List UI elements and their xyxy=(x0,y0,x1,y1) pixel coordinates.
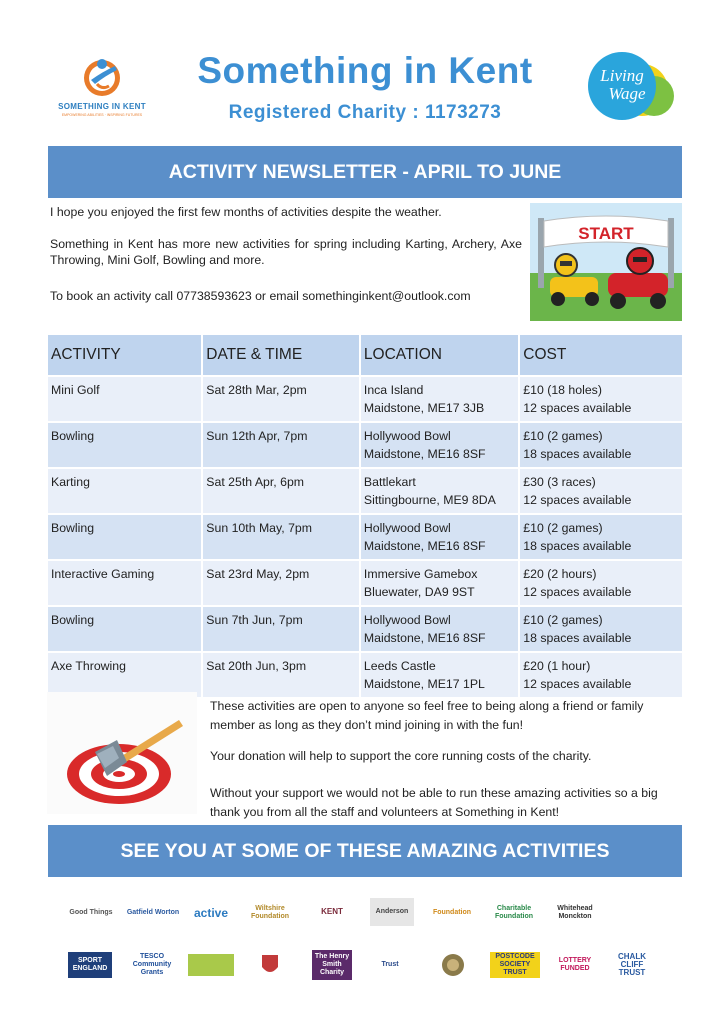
location-cell xyxy=(361,377,518,421)
intro-text-2 xyxy=(50,236,522,268)
location-cell xyxy=(361,515,518,559)
sponsor-logo: Trust xyxy=(381,961,399,968)
price: £10 (2 games) xyxy=(523,429,603,443)
venue-name: Leeds Castle xyxy=(363,659,436,673)
crest-icon xyxy=(260,953,280,977)
price: £20 (1 hour) xyxy=(523,659,591,673)
spaces: 18 spaces available xyxy=(523,539,632,553)
cost-cell xyxy=(520,607,682,651)
cost-cell xyxy=(520,469,682,513)
outro-paragraph-2: Your donation will help to support the core running costs of the charity. xyxy=(210,749,592,763)
charity-number: Registered Charity : 1173273 xyxy=(228,102,502,123)
cost-cell xyxy=(520,423,682,467)
cost-cell xyxy=(520,561,682,605)
location-cell xyxy=(361,607,518,651)
sponsor-logo: Anderson xyxy=(370,898,414,926)
living-wage-line2: Wage xyxy=(608,84,646,103)
venue-name: Battlekart xyxy=(363,475,416,489)
table-header-row xyxy=(48,335,682,375)
activity-cell: Bowling xyxy=(48,515,201,559)
cost-cell xyxy=(520,515,682,559)
venue-name: Hollywood Bowl xyxy=(363,613,451,627)
venue-address: Maidstone, ME17 1PL xyxy=(363,677,485,691)
outro-text-1 xyxy=(210,697,685,735)
cost-cell xyxy=(520,653,682,697)
sponsor-logo: Whitehead Monckton xyxy=(557,905,593,920)
spaces: 12 spaces available xyxy=(523,677,632,691)
living-wage-logo xyxy=(584,46,684,126)
activity-cell: Axe Throwing xyxy=(48,653,201,697)
sponsor-logo: Foundation xyxy=(432,909,472,916)
location-cell xyxy=(361,423,518,467)
outro-paragraph-3: Without your support we would not be able to run these amazing activities so a big thank you from all the staff and volunteers at Something in Kent! xyxy=(210,786,658,819)
sponsor-logo: Wiltshire Foundation xyxy=(250,905,290,920)
axe-target-image xyxy=(47,692,197,814)
date-cell: Sun 7th Jun, 7pm xyxy=(203,607,359,651)
sponsor-logo: POSTCODE SOCIETY TRUST xyxy=(490,952,540,978)
sponsor-logo: TESCO Community Grants xyxy=(132,953,172,976)
sponsor-logo: active xyxy=(193,906,229,920)
price: £30 (3 races) xyxy=(523,475,596,489)
header-activity: ACTIVITY xyxy=(48,335,201,375)
date-cell: Sat 25th Apr, 6pm xyxy=(203,469,359,513)
table-row xyxy=(48,515,682,559)
living-wage-line1: Living xyxy=(600,66,644,85)
spaces: 12 spaces available xyxy=(523,493,632,507)
table-row xyxy=(48,561,682,605)
venue-name: Immersive Gamebox xyxy=(363,567,478,581)
spaces: 12 spaces available xyxy=(523,585,632,599)
sponsor-logo: The Henry Smith Charity xyxy=(312,950,352,980)
venue-name: Hollywood Bowl xyxy=(363,429,451,443)
sponsor-logo xyxy=(188,954,234,976)
charity-logo xyxy=(47,50,157,130)
header-location: LOCATION xyxy=(361,335,518,375)
venue-address: Maidstone, ME16 8SF xyxy=(363,447,486,461)
price: £10 (18 holes) xyxy=(523,383,602,397)
table-row xyxy=(48,607,682,651)
logo-caption: SOMETHING IN KENT xyxy=(58,102,146,111)
intro-text xyxy=(50,204,522,220)
venue-address: Maidstone, ME16 8SF xyxy=(363,539,486,553)
closing-banner: SEE YOU AT SOME OF THESE AMAZING ACTIVITIES xyxy=(48,825,682,877)
activity-cell: Karting xyxy=(48,469,201,513)
intro-text-3 xyxy=(50,288,522,304)
table-row xyxy=(48,469,682,513)
header-date-time: DATE & TIME xyxy=(203,335,359,375)
spaces: 18 spaces available xyxy=(523,447,632,461)
date-cell: Sat 23rd May, 2pm xyxy=(203,561,359,605)
venue-address: Maidstone, ME17 3JB xyxy=(363,401,485,415)
intro-paragraph-1: I hope you enjoyed the first few months of activities despite the weather. xyxy=(50,205,442,219)
header-cost: COST xyxy=(520,335,682,375)
activity-cell: Bowling xyxy=(48,607,201,651)
activity-table xyxy=(46,333,684,699)
sponsor-logo: CHALK CLIFF TRUST xyxy=(618,952,646,977)
karting-start-image xyxy=(530,203,682,321)
sponsor-logo: Good Things xyxy=(69,909,113,916)
logo-tagline: EMPOWERING ABILITIES · INSPIRING FUTURES xyxy=(61,113,143,117)
sponsor-logo: LOTTERY FUNDED xyxy=(558,957,592,972)
sponsor-logo: Charitable Foundation xyxy=(494,905,534,920)
page-title: Something in Kent xyxy=(197,50,533,91)
price: £10 (2 games) xyxy=(523,613,603,627)
outro-text-2 xyxy=(210,747,685,766)
venue-address: Bluewater, DA9 9ST xyxy=(363,585,475,599)
outro-text-3 xyxy=(210,784,685,822)
table-row xyxy=(48,377,682,421)
activity-cell: Interactive Gaming xyxy=(48,561,201,605)
table-row xyxy=(48,423,682,467)
newsletter-banner: ACTIVITY NEWSLETTER - APRIL TO JUNE xyxy=(48,146,682,198)
table-row xyxy=(48,653,682,697)
location-cell xyxy=(361,469,518,513)
spaces: 18 spaces available xyxy=(523,631,632,645)
crest-logo xyxy=(250,952,290,978)
activity-cell: Bowling xyxy=(48,423,201,467)
price: £20 (2 hours) xyxy=(523,567,597,581)
date-cell: Sun 12th Apr, 7pm xyxy=(203,423,359,467)
sponsor-logo: KENT xyxy=(321,907,343,916)
coat-of-arms-icon xyxy=(441,951,465,979)
sponsor-logo: SPORT ENGLAND xyxy=(68,952,112,978)
cost-cell xyxy=(520,377,682,421)
price: £10 (2 games) xyxy=(523,521,603,535)
sponsor-logo: Gatfield Worton xyxy=(126,909,180,916)
date-cell: Sat 20th Jun, 3pm xyxy=(203,653,359,697)
date-cell: Sat 28th Mar, 2pm xyxy=(203,377,359,421)
intro-paragraph-2: Something in Kent has more new activities for spring including Karting, Archery, Axe Throwing, Mini Golf, Bowling and more. xyxy=(50,237,522,267)
venue-name: Inca Island xyxy=(363,383,424,397)
crest-logo-2 xyxy=(436,950,470,980)
start-sign-text: START xyxy=(578,224,634,243)
date-cell: Sun 10th May, 7pm xyxy=(203,515,359,559)
venue-name: Hollywood Bowl xyxy=(363,521,451,535)
location-cell xyxy=(361,561,518,605)
spaces: 12 spaces available xyxy=(523,401,632,415)
venue-address: Maidstone, ME16 8SF xyxy=(363,631,486,645)
booking-info: To book an activity call 07738593623 or email somethinginkent@outlook.com xyxy=(50,289,471,303)
outro-paragraph-1: These activities are open to anyone so feel free to being along a friend or family member as long as they don’t mind joining in with the fun! xyxy=(210,699,644,732)
location-cell xyxy=(361,653,518,697)
venue-address: Sittingbourne, ME9 8DA xyxy=(363,493,496,507)
activity-cell: Mini Golf xyxy=(48,377,201,421)
